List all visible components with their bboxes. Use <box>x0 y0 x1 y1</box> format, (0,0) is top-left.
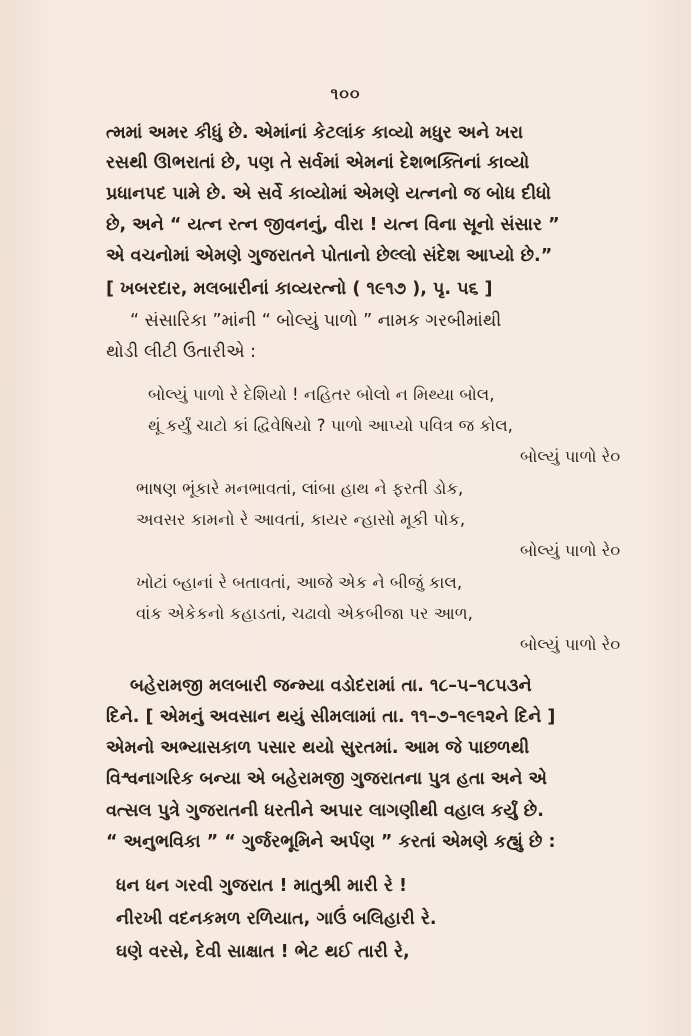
text-line: છે, અને “ યત્ન રત્ન જીવનનું, વીરા ! યત્ન વિના સૂનો સંસાર ” <box>106 215 560 235</box>
text-line: પ્રધાનપદ પામે છે. એ સર્વે કાવ્યોમાં એમણે યત્નનો જ બોધ દીધો <box>106 184 551 204</box>
verse-line: વાંક એકેકનો કહાડતાં, ચઢાવો એકબીજા પર આળ, <box>136 604 473 623</box>
text-line: એમનો અભ્યાસકાળ પસાર થયો સુરતમાં. આમ જે પાછળથી <box>106 738 530 758</box>
text-line: વત્સલ પુત્રે ગુજરાતની ધરતીને અપાર લાગણીથી વહાલ કર્યું છે. <box>106 801 544 821</box>
verse-line: ભાષણ ભૂંકારે મનભાવતાં, લાંબા હાથ ને ફરતી ડોક, <box>136 479 464 498</box>
text-line: બહેરામજી મલબારી જન્મ્યા વડોદરામાં તા. ૧૮–૫–૧૮૫૩ને <box>130 676 532 696</box>
verse-line: બોલ્યું પાળો રે દેશિયો ! નહિતર બોલો ન મિથ્યા બોલ, <box>148 385 495 404</box>
text-line: રસથી ઊભરાતાં છે, પણ તે સર્વમાં એમનાં દેશભક્તિનાં કાવ્યો <box>106 153 530 173</box>
refrain-line: બોલ્યું પાળો રે૦ <box>520 447 621 466</box>
text-line: ત્મમાં અમર કીધું છે. એમાંનાં કેટલાંક કાવ્યો મધુર અને ખરા <box>106 123 524 143</box>
verse-line: અવસર કામનો રે આવતાં, કાયર ન્હાસો મૂકી પોક, <box>136 510 466 529</box>
text-line: એ વચનોમાં એમણે ગુજરાતને પોતાનો છેલ્લો સંદેશ આપ્યો છે.” <box>106 246 553 266</box>
text-line: “ અનુભવિકા ” “ ગુર્જરભૂમિને અર્પણ ” કરતાં એમણે કહ્યું છે : <box>106 832 556 852</box>
verse-line: ખોટાં બ્હાનાં રે બતાવતાં, આજે એક ને બીજું કાલ, <box>136 573 463 592</box>
citation: [ ખબરદાર, મલબારીનાં કાવ્યરત્નો ( ૧૯૧૭ ), પૃ. ૫૬ ] <box>106 279 493 299</box>
page-number: ૧૦૦ <box>330 84 361 103</box>
text-line: દિને. [ એમનું અવસાન થયું સીમલામાં તા. ૧૧–૭–૧૯૧૨ને દિને ] <box>106 707 556 727</box>
refrain-line: બોલ્યું પાળો રે૦ <box>520 635 621 654</box>
verse-line: નીરખી વદનકમળ રળિયાત, ગાઉં બલિહારી રે. <box>116 909 437 929</box>
verse-line: ધન ધન ગરવી ગુજરાત ! માતુશ્રી મારી રે ! <box>116 876 408 896</box>
verse-line: ઘણે વરસે, દેવી સાક્ષાત ! ભેટ થઈ તારી રે, <box>116 942 410 962</box>
refrain-line: બોલ્યું પાળો રે૦ <box>520 541 621 560</box>
text-line: વિશ્વનાગરિક બન્યા એ બહેરામજી ગુજરાતના પુત્ર હતા અને એ <box>106 769 547 789</box>
text-line: થોડી લીટી ઉતારીએ : <box>106 342 257 362</box>
text-line: “ સંસારિકા ”માંની “ બોલ્યું પાળો ” નામક ગરબીમાંથી <box>130 311 502 331</box>
verse-line: થૂં કર્યું ચાટો કાં દ્વિવેષિયો ? પાળો આપ્યો પવિત્ર જ કોલ, <box>148 416 513 435</box>
